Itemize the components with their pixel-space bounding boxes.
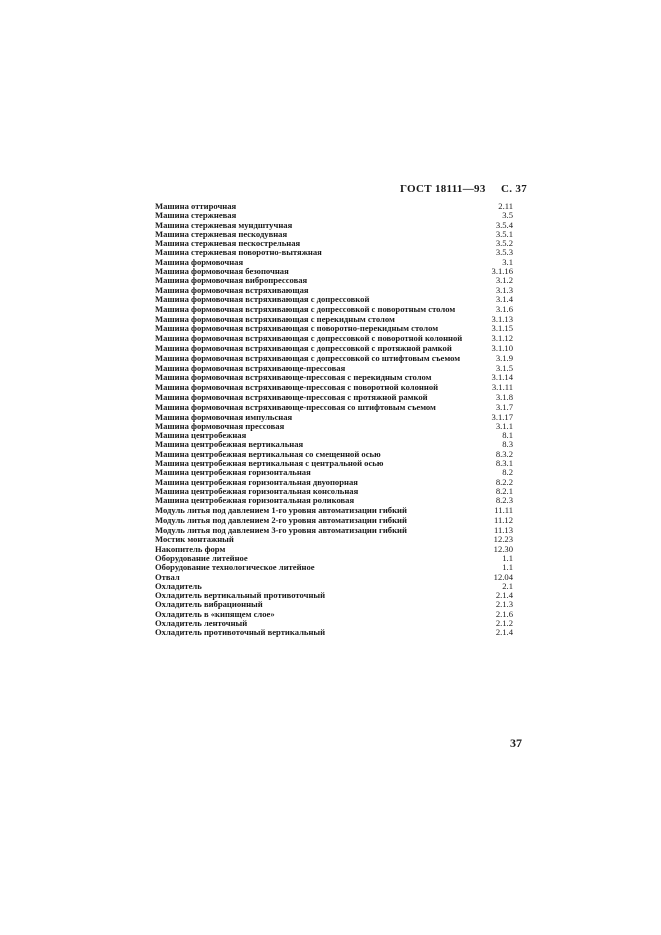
index-term: Машина центробежная вертикальная со смещенной осью [155,448,381,459]
index-term: Машина формовочная безопочная [155,266,289,277]
index-reference: 3.1.6 [495,303,513,314]
index-entry [155,573,513,582]
index-reference: 3.5 [502,210,513,221]
index-reference: 3.1.8 [495,391,513,402]
index-reference: 1.1 [502,562,513,573]
index-term: Охладитель противоточный вертикальный [155,627,326,638]
index-reference: 3.1 [502,256,513,267]
index-term: Машина формовочная встряхивающая с допрессовкой со штифтовым съемом [155,352,461,363]
index-term: Машина формовочная встряхивающе-прессовая [155,362,346,373]
index-term: Модуль литья под давлением 3-го уровня автоматизации гибкий [155,524,407,535]
index-term: Машина формовочная импульсная [155,411,293,422]
index-term: Отвал [155,571,180,582]
index-entry [155,305,513,314]
index-reference: 11.11 [494,505,513,515]
index-term: Оборудование технологическое литейное [155,562,315,573]
index-reference: 3.1.12 [491,333,513,344]
index-term: Машина формовочная встряхивающая с допрессовкой [155,293,370,304]
index-reference: 3.1.5 [495,362,513,373]
index-entry [155,295,513,304]
index-term: Охладитель вибрационный [155,599,263,610]
index-entry [155,506,513,515]
index-term: Охладитель вертикальный противоточный [155,590,326,601]
index-term: Машина центробежная горизонтальная [155,467,311,478]
index-term: Охладитель ленточный [155,618,248,629]
index-term: Машина центробежная горизонтальная двуопорная [155,476,358,487]
index-term: Охладитель в «кипящем слое» [155,608,275,619]
index-term: Накопитель форм [155,543,226,554]
index-term: Машина формовочная встряхивающая с допрессовкой с поворотным столом [155,303,456,314]
index-reference: 3.1.4 [495,293,513,304]
index-reference: 3.1.11 [491,382,513,393]
index-term: Охладитель [155,580,202,591]
index-reference: 2.1.6 [495,608,513,619]
index-reference: 3.1.16 [491,266,513,277]
index-term: Машина формовочная встряхивающе-прессовая с поворотной колонной [155,382,439,393]
term-index-list [155,202,513,638]
index-term: Машина формовочная встряхивающая с поворотно-перекидным столом [155,323,439,334]
index-reference: 11.13 [493,524,513,535]
index-term: Машина формовочная встряхивающе-прессовая со штифтовым съемом [155,401,436,412]
index-term: Машина центробежная вертикальная с центральной осью [155,458,384,469]
index-entry [155,563,513,572]
index-reference: 2.1.2 [495,618,513,629]
index-term: Машина формовочная [155,256,244,267]
standard-code: ГОСТ 18111—93 [400,183,486,195]
index-term: Машина формовочная встряхивающая [155,284,309,295]
index-term: Машина центробежная [155,430,247,441]
index-term: Машина формовочная встряхивающе-прессовая с перекидным столом [155,372,432,383]
index-term: Машина оттирочная [155,201,237,211]
index-reference: 8.1 [502,430,513,441]
index-reference: 2.1.4 [495,590,513,601]
index-reference: 3.1.14 [491,372,513,383]
index-reference: 2.1.3 [495,599,513,610]
index-reference: 3.1.13 [491,313,513,324]
index-reference: 3.5.2 [495,238,513,249]
index-reference: 2.11 [498,201,513,211]
index-term: Машина стержневая поворотно-вытяжная [155,247,322,258]
index-reference: 3.1.9 [495,352,513,363]
index-reference: 3.1.17 [491,411,513,422]
index-entry [155,344,513,353]
index-term: Модуль литья под давлением 2-го уровня автоматизации гибкий [155,514,407,525]
index-reference: 3.1.7 [495,401,513,412]
index-reference: 8.3.2 [495,448,513,459]
page-label: С. 37 [501,183,527,195]
index-reference: 1.1 [502,552,513,563]
index-reference: 12.30 [493,543,513,554]
index-reference: 8.3.1 [495,458,513,469]
index-term: Машина формовочная встряхивающая с перекидным столом [155,313,395,324]
index-reference: 8.2 [502,467,513,478]
index-reference: 2.1.4 [495,627,513,638]
index-reference: 3.5.3 [495,247,513,258]
index-reference: 3.1.15 [491,323,513,334]
index-reference: 3.1.1 [495,420,513,431]
index-term: Машина центробежная вертикальная [155,439,304,450]
index-reference: 11.12 [493,514,513,525]
index-reference: 8.3 [502,439,513,450]
index-term: Оборудование литейное [155,552,248,563]
index-term: Машина формовочная встряхивающе-прессовая с протяжной рамкой [155,391,428,402]
index-reference: 12.04 [493,571,513,582]
index-term: Машина центробежная горизонтальная консольная [155,485,359,496]
index-reference: 3.1.10 [491,342,513,353]
index-reference: 8.2.2 [495,476,513,487]
index-term: Мостик монтажный [155,534,234,545]
index-reference: 2.1 [502,580,513,591]
index-term: Машина формовочная вибропрессовая [155,275,308,286]
index-entry [155,403,513,412]
index-term: Машина стержневая [155,210,237,221]
index-term: Машина формовочная встряхивающая с допрессовкой с поворотной колонной [155,333,463,344]
index-term: Машина стержневая пескодувная [155,228,288,239]
index-reference: 8.2.1 [495,485,513,496]
index-entry [155,354,513,363]
page-number: 37 [510,736,522,750]
index-reference: 3.1.2 [495,275,513,286]
index-term: Модуль литья под давлением 1-го уровня автоматизации гибкий [155,505,407,515]
index-reference: 8.2.3 [495,495,513,506]
index-term: Машина стержневая пескострельная [155,238,301,249]
page-header [400,183,527,195]
index-entry [155,393,513,402]
index-term: Машина формовочная прессовая [155,420,285,431]
index-term: Машина стержневая мундштучная [155,219,293,230]
index-reference: 3.5.4 [495,219,513,230]
index-reference: 3.5.1 [495,228,513,239]
index-term: Машина формовочная встряхивающая с допрессовкой с протяжной рамкой [155,342,452,353]
index-term: Машина центробежная горизонтальная роликовая [155,495,355,506]
index-entry [155,516,513,525]
index-reference: 3.1.3 [495,284,513,295]
index-reference: 12.23 [493,534,513,545]
index-entry [155,628,513,637]
